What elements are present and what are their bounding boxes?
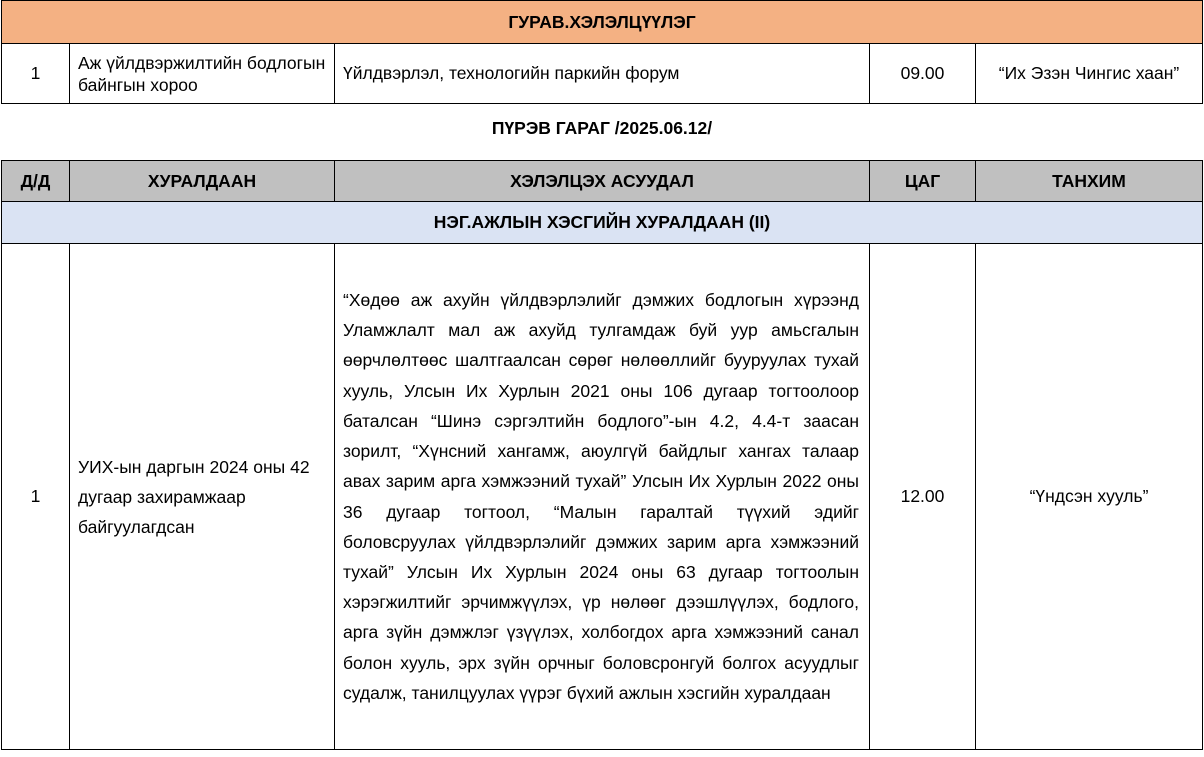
- table-header-row: [2, 161, 1203, 202]
- meeting-name: Аж үйлдвэржилтийн бодлогын байнгын хороо: [70, 44, 335, 104]
- room-name: “Үндсэн хууль”: [976, 244, 1203, 750]
- row-number: 1: [2, 44, 70, 104]
- table-row: [2, 244, 1203, 750]
- time-value: 09.00: [870, 44, 976, 104]
- header-dd: Д/Д: [2, 161, 70, 202]
- schedule-table-main: [1, 160, 1203, 750]
- time-value: 12.00: [870, 244, 976, 750]
- section-title: НЭГ.АЖЛЫН ХЭСГИЙН ХУРАЛДААН (II): [2, 202, 1203, 244]
- header-issue: ХЭЛЭЛЦЭХ АСУУДАЛ: [335, 161, 870, 202]
- section-banner-working-group: [2, 202, 1203, 244]
- header-time: ЦАГ: [870, 161, 976, 202]
- header-meeting: ХУРАЛДААН: [70, 161, 335, 202]
- table-row: [2, 44, 1203, 104]
- issue-text: “Хөдөө аж ахуйн үйлдвэрлэлийг дэмжих бодлогын хүрээнд Уламжлалт мал аж ахуйд тулгамдаж буй уур амьсгалын өөрчлөлтөөс шалтгаалсан сөрөг нөлөөллийг бууруулах тухай хууль, Улсын Их Хурлын 2021 оны 106 дугаар тогтоолоор баталсан “Шинэ сэргэлтийн бодлого”-ын 4.2, 4.4-т заасан зорилт, “Хүнсний хангамж, аюулгүй байдлыг хангах талаар авах зарим арга хэмжээний тухай” Улсын Их Хурлын 2022 оны 36 дугаар тогтоол, “Малын гаралтай түүхий эдийг боловсруулах үйлдвэрлэлийг дэмжих зарим арга хэмжээний тухай” Улсын Их Хурлын 2024 оны 63 дугаар тогтоолын хэрэгжилтийг эрчимжүүлэх, үр нөлөөг дээшлүүлэх, бодлого, арга зүйн дэмжлэг үзүүлэх, холбогдох арга хэмжээний санал болон хууль, эрх зүйн орчныг боловсронгуй болгох асуудлыг судалж, танилцуулах үүрэг бүхий ажлын хэсгийн хуралдаан: [335, 244, 870, 750]
- issue-text: Үйлдвэрлэл, технологийн паркийн форум: [335, 44, 870, 104]
- row-number: 1: [2, 244, 70, 750]
- section-banner-discussion: [2, 1, 1203, 44]
- section-title: ГУРАВ.ХЭЛЭЛЦҮҮЛЭГ: [2, 1, 1203, 44]
- header-room: ТАНХИМ: [976, 161, 1203, 202]
- schedule-table-top: [1, 0, 1203, 104]
- meeting-name: УИХ-ын даргын 2024 оны 42 дугаар захирамжаар байгуулагдсан: [70, 244, 335, 750]
- room-name: “Их Эзэн Чингис хаан”: [976, 44, 1203, 104]
- day-title: ПҮРЭВ ГАРАГ /2025.06.12/: [491, 118, 713, 138]
